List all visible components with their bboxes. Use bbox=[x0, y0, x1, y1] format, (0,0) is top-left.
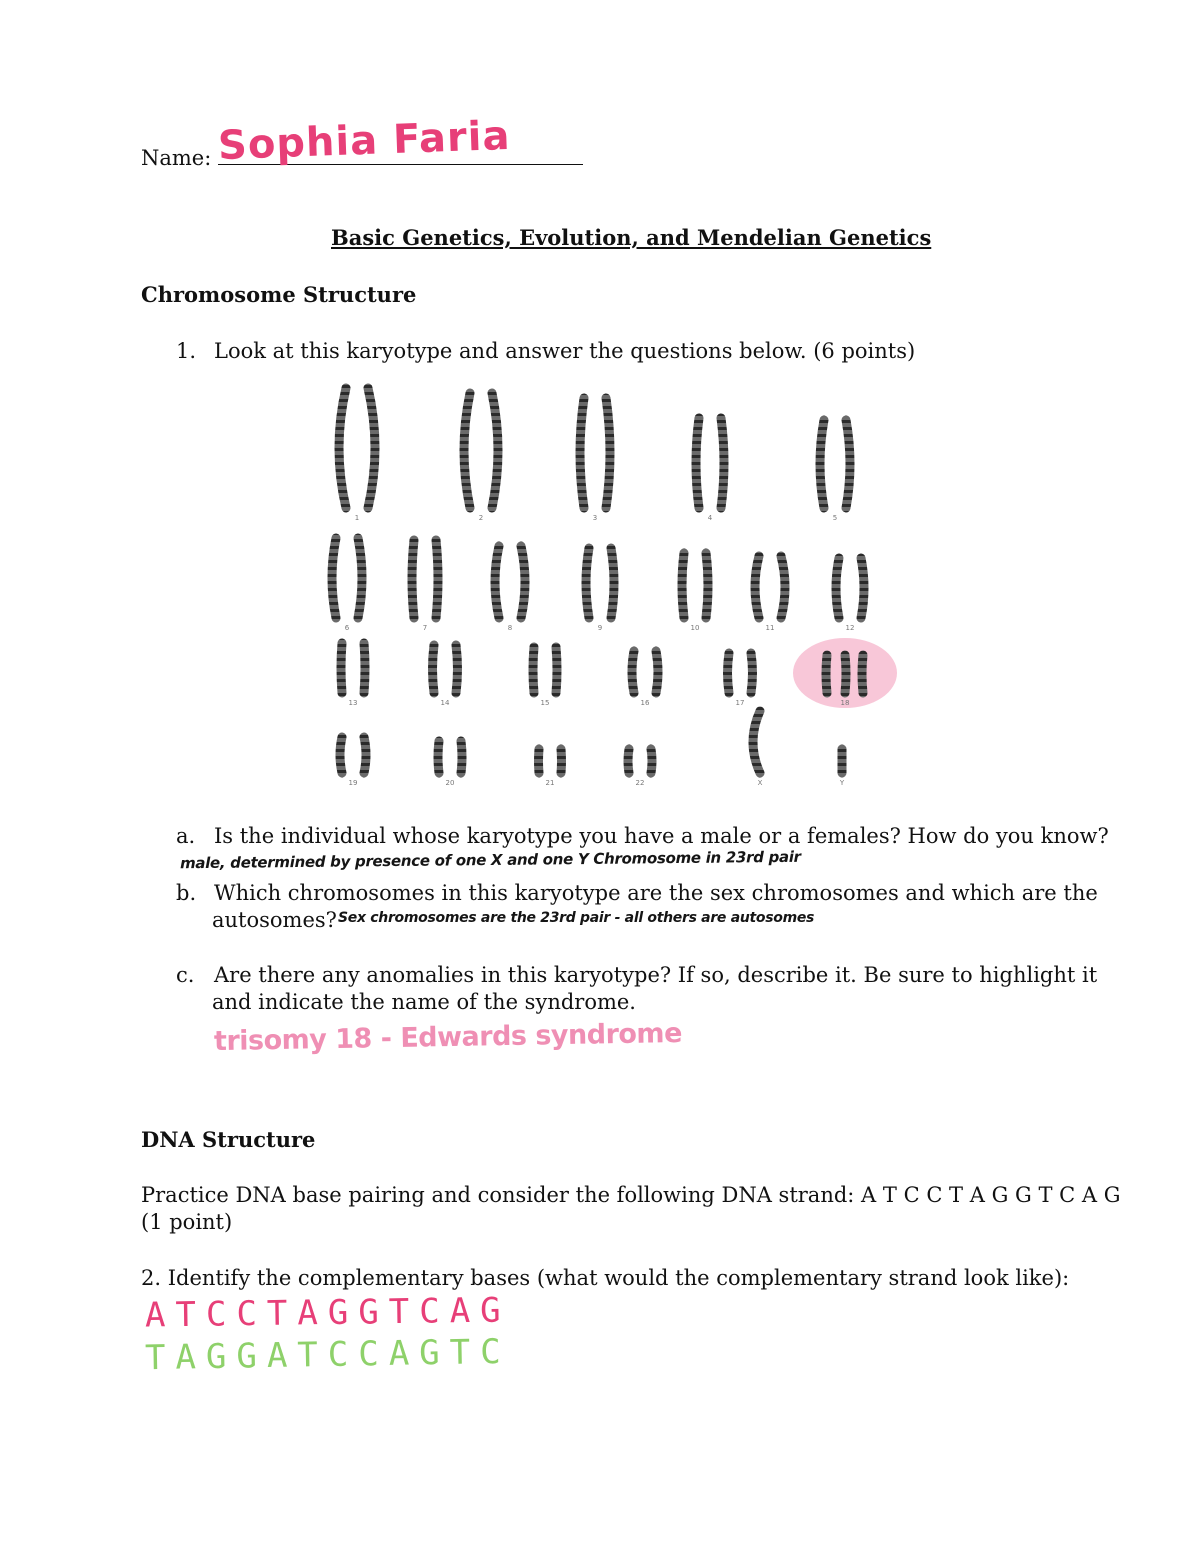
dna-intro-line1: Practice DNA base pairing and consider the following DNA strand: A T C C T A G G T C A G bbox=[141, 1183, 1121, 1207]
chromosome-13-copy-2 bbox=[364, 643, 365, 693]
chromosome-12-copy-1 bbox=[836, 558, 839, 618]
chromosome-label-20: 20 bbox=[445, 779, 455, 787]
chromosome-label-11: 11 bbox=[765, 624, 775, 632]
chromosome-label-1: 1 bbox=[354, 514, 360, 522]
chromosome-5-copy-2 bbox=[846, 420, 850, 508]
qa-answer: male, determined by presence of one X and one Y Chromosome in 23rd pair bbox=[179, 847, 801, 873]
chromosome-label-18: 18 bbox=[840, 699, 850, 707]
chromosome-5-copy-1 bbox=[820, 420, 824, 508]
chromosome-17-copy-1 bbox=[728, 653, 730, 693]
chromosome-11-copy-2 bbox=[781, 556, 785, 618]
question-c-line1 bbox=[176, 961, 1097, 989]
section-heading-chromosome: Chromosome Structure bbox=[141, 282, 417, 307]
chromosome-12-copy-2 bbox=[861, 558, 864, 618]
chromosome-19-copy-1 bbox=[340, 737, 342, 773]
chromosome-16-copy-1 bbox=[632, 651, 634, 693]
dna-strand-original: ATCCTAGGTCAG bbox=[144, 1290, 511, 1336]
chromosome-1-copy-1 bbox=[339, 388, 346, 508]
chromosome-13-copy-1 bbox=[341, 643, 342, 693]
qb-marker: b. bbox=[176, 881, 197, 905]
question-b-line1 bbox=[176, 879, 1098, 907]
chromosome-label-3: 3 bbox=[592, 514, 598, 522]
chromosome-18-copy-2 bbox=[845, 655, 846, 693]
chromosome-X-copy-1 bbox=[753, 711, 760, 773]
chromosome-set bbox=[332, 388, 864, 773]
chromosome-4-copy-2 bbox=[721, 418, 724, 508]
section-heading-dna: DNA Structure bbox=[141, 1127, 316, 1152]
qb-text-line2: autosomes? bbox=[212, 908, 337, 932]
qa-marker: a. bbox=[176, 824, 196, 848]
chromosome-10-copy-1 bbox=[682, 553, 684, 618]
chromosome-label-14: 14 bbox=[440, 699, 450, 707]
qc-answer: trisomy 18 - Edwards syndrome bbox=[213, 1017, 683, 1058]
chromosome-label-22: 22 bbox=[635, 779, 645, 787]
question-a bbox=[176, 822, 1109, 850]
chromosome-14-copy-1 bbox=[433, 645, 435, 693]
question-2: 2. Identify the complementary bases (what would the complementary strand look like): bbox=[141, 1266, 1070, 1290]
chromosome-label-16: 16 bbox=[640, 699, 650, 707]
chromosome-15-copy-1 bbox=[533, 647, 534, 693]
dna-intro-line2: (1 point) bbox=[141, 1210, 233, 1234]
chromosome-10-copy-2 bbox=[706, 553, 708, 618]
q1-text: Look at this karyotype and answer the questions below. (6 points) bbox=[214, 339, 916, 363]
chromosome-label-5: 5 bbox=[832, 514, 838, 522]
name-label: Name: bbox=[141, 146, 212, 170]
document-title: Basic Genetics, Evolution, and Mendelian Genetics bbox=[331, 225, 932, 250]
chromosome-20-copy-1 bbox=[438, 741, 439, 773]
name-handwritten: Sophia Faria bbox=[217, 112, 512, 170]
chromosome-7-copy-1 bbox=[412, 540, 414, 618]
chromosome-label-6: 6 bbox=[344, 624, 350, 632]
chromosome-11-copy-1 bbox=[755, 556, 759, 618]
chromosome-4-copy-1 bbox=[696, 418, 699, 508]
chromosome-label-9: 9 bbox=[597, 624, 603, 632]
chromosome-9-copy-2 bbox=[611, 548, 614, 618]
chromosome-19-copy-2 bbox=[364, 737, 366, 773]
chromosome-label-15: 15 bbox=[540, 699, 550, 707]
chromosome-16-copy-2 bbox=[656, 651, 658, 693]
chromosome-21-copy-1 bbox=[539, 749, 540, 773]
q1-number: 1. bbox=[176, 339, 197, 363]
chromosome-18-copy-1 bbox=[826, 655, 827, 693]
chromosome-label-4: 4 bbox=[707, 514, 713, 522]
chromosome-14-copy-2 bbox=[456, 645, 458, 693]
chromosome-3-copy-2 bbox=[606, 398, 610, 508]
chromosome-15-copy-2 bbox=[556, 647, 557, 693]
qc-text-line2: and indicate the name of the syndrome. bbox=[212, 990, 636, 1014]
chromosome-label-Y: Y bbox=[839, 779, 845, 787]
chromosome-9-copy-1 bbox=[586, 548, 589, 618]
chromosome-20-copy-2 bbox=[461, 741, 462, 773]
chromosome-2-copy-2 bbox=[492, 393, 498, 508]
chromosome-label-X: X bbox=[757, 779, 763, 787]
chromosome-22-copy-1 bbox=[628, 749, 629, 773]
chromosome-8-copy-1 bbox=[495, 546, 499, 618]
question-1 bbox=[176, 337, 915, 365]
qa-text: Is the individual whose karyotype you have a male or a females? How do you know? bbox=[214, 824, 1109, 848]
chromosome-8-copy-2 bbox=[521, 546, 525, 618]
qb-text-line1: Which chromosomes in this karyotype are the sex chromosomes and which are the bbox=[214, 881, 1098, 905]
chromosome-label-8: 8 bbox=[507, 624, 513, 632]
chromosome-label-7: 7 bbox=[422, 624, 428, 632]
chromosome-label-12: 12 bbox=[845, 624, 855, 632]
chromosome-1-copy-2 bbox=[368, 388, 375, 508]
qb-answer: Sex chromosomes are the 23rd pair - all others are autosomes bbox=[338, 910, 815, 926]
qc-text-line1: Are there any anomalies in this karyotype? If so, describe it. Be sure to highlight it bbox=[214, 963, 1098, 987]
chromosome-label-19: 19 bbox=[348, 779, 358, 787]
chromosome-18-copy-3 bbox=[862, 655, 863, 693]
chromosome-17-copy-2 bbox=[751, 653, 753, 693]
chromosome-label-21: 21 bbox=[545, 779, 555, 787]
chromosome-label-10: 10 bbox=[690, 624, 700, 632]
chromosome-7-copy-2 bbox=[436, 540, 438, 618]
chromosome-6-copy-2 bbox=[358, 538, 362, 618]
chromosome-label-13: 13 bbox=[348, 699, 358, 707]
dna-strand-complement: TAGGATCCAGTC bbox=[144, 1331, 511, 1379]
karyotype-image bbox=[305, 378, 905, 798]
chromosome-2-copy-1 bbox=[464, 393, 470, 508]
chromosome-21-copy-2 bbox=[561, 749, 562, 773]
chromosome-label-2: 2 bbox=[478, 514, 484, 522]
chromosome-label-17: 17 bbox=[735, 699, 745, 707]
chromosome-6-copy-1 bbox=[332, 538, 336, 618]
chromosome-22-copy-2 bbox=[651, 749, 652, 773]
qc-marker: c. bbox=[176, 963, 195, 987]
chromosome-3-copy-1 bbox=[580, 398, 584, 508]
